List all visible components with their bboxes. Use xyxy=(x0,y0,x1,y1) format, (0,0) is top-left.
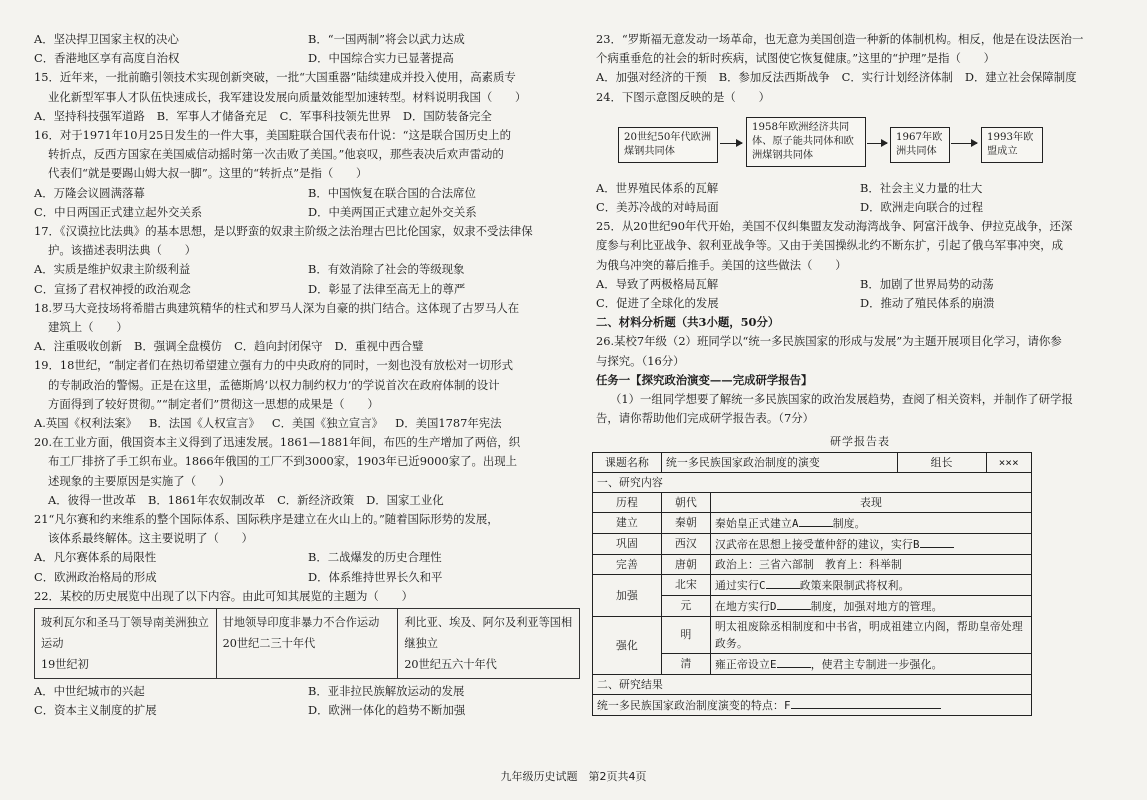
q24-options xyxy=(596,179,1124,198)
q21-option-d[interactable]: D．体系维持世界长久和平 xyxy=(308,569,443,584)
report-table xyxy=(592,452,1032,716)
q20-stem-3: 述现象的主要原因是实施了（ ） xyxy=(48,473,231,488)
q16-stem-1: 16．对于1971年10月25日发生的一件大事，美国駐联合国代表布什说：“这是联合国历史上的 xyxy=(34,128,511,143)
q15-option-d[interactable]: D．国防装备完全 xyxy=(402,108,492,123)
eu-flow-diagram xyxy=(610,113,1124,175)
q19-option-c[interactable]: C．美国《独立宣言》 xyxy=(271,416,384,431)
dynasty-cell: 明 xyxy=(662,616,711,653)
q25-stem-3: 为俄乌冲突的幕后推手。美国的这些做法（ ） xyxy=(596,257,847,272)
q17-option-a[interactable]: A．实质是维护奴隶主阶级利益 xyxy=(34,262,191,277)
q17-stem-2: 护。该描述表明法典（ ） xyxy=(48,243,197,258)
stage-cell: 加强 xyxy=(593,574,662,616)
exhibit-text: 玻利瓦尔和圣马丁领导南美洲独立运动 xyxy=(41,616,209,651)
report-part2: 二、研究结果 xyxy=(593,674,1032,694)
q22-exhibit-table xyxy=(34,608,580,679)
report-part1: 一、研究内容 xyxy=(593,472,1032,492)
flow-box-3: 1967年欧洲共同体 xyxy=(890,127,950,163)
q24-option-b[interactable]: B．社会主义力量的壮大 xyxy=(860,180,983,195)
q23-option-d[interactable]: D．建立社会保障制度 xyxy=(964,70,1077,85)
q16-option-c[interactable]: C．中日两国正式建立起外交关系 xyxy=(34,204,203,219)
q16-options xyxy=(34,184,582,203)
flow-box-2: 1958年欧洲经济共同体、原子能共同体和欧洲煤钢共同体 xyxy=(746,117,866,167)
q18-stem-2: 建筑上（ ） xyxy=(48,320,128,335)
perf-text: 政策来限制武将权利。 xyxy=(799,578,910,592)
q21-options-2 xyxy=(34,568,582,587)
report-leader: ××× xyxy=(986,452,1031,472)
q19-stem-1: 19．18世纪，“制定者们在热切希望建立强有力的中央政府的同时，一刻也没有放松对一切形式 xyxy=(34,358,514,373)
dynasty-cell: 清 xyxy=(662,653,711,674)
result-cell xyxy=(593,694,1032,715)
q19-option-d[interactable]: D．美国1787年宪法 xyxy=(395,416,502,431)
q23-stem-2: 个病重垂危的社会的斩时疾病，试图使它恢复健康。”这里的“护理”是指（ ） xyxy=(596,51,996,66)
q14-options xyxy=(34,30,582,49)
exhibit-cell-3 xyxy=(398,609,580,679)
q14-option-b[interactable]: B．“一国两制”将会以武力达成 xyxy=(308,32,465,46)
q16-option-d[interactable]: D．中美两国正式建立起外交关系 xyxy=(308,204,477,219)
q25-option-b[interactable]: B．加剧了世界局势的动荡 xyxy=(860,276,994,291)
q20-option-b[interactable]: B．1861年农奴制改革 xyxy=(147,492,266,507)
q19-stem-2: 的专制政治的警惕。正是在这里，孟德斯鸠‘以权力制约权力’的学说首次在政府体制的设计 xyxy=(48,377,500,392)
q18-option-b[interactable]: B．强调全盘模仿 xyxy=(133,339,223,354)
q24-option-c[interactable]: C．美苏冷战的对峙局面 xyxy=(596,200,719,215)
q19-option-b[interactable]: B．法国《人权宣言》 xyxy=(148,416,260,431)
q23-stem-1: 23．“罗斯福无意发动一场革命，也无意为美国创造一种新的体制机构。相反，他是在设法医治一 xyxy=(596,32,1084,46)
result-text: 统一多民族国家政治制度演变的特点：F xyxy=(597,698,791,712)
flow-box-4: 1993年欧盟成立 xyxy=(981,127,1043,163)
q14-option-c[interactable]: C．香港地区享有高度自治权 xyxy=(34,51,180,66)
flow-arrow xyxy=(951,143,977,144)
perf-text: 汉武帝在思想上接受董仲舒的建议，实行B xyxy=(715,537,920,551)
q15-stem-2: 业化新型军事人才队伍快速成长，我军建设发展向质量效能型加速转型。材料说明我国（ ） xyxy=(48,89,527,104)
q26-stem-2: 与探究。（16分） xyxy=(596,353,685,368)
task1-desc-2: 告，请你帮助他们完成研学报告表。（7分） xyxy=(596,411,814,426)
q16-stem-2: 转折点，反西方国家在美国威信动摇时第一次击败了美国。”他哀叹，那些表决后欢声雷动的 xyxy=(48,147,504,162)
q22-options-2 xyxy=(34,701,582,720)
perf-text: 秦始皇正式建立A xyxy=(715,516,799,530)
q20-option-c[interactable]: C．新经济政策 xyxy=(277,492,355,507)
q23-option-c[interactable]: C．实行计划经济体制 xyxy=(841,70,953,85)
q22-option-a[interactable]: A．中世纪城市的兴起 xyxy=(34,684,145,699)
q16-option-b[interactable]: B．中国恢复在联合国的合法席位 xyxy=(308,185,476,200)
q21-stem-1: 21“凡尔赛和约来维系的整个国际体系、国际秩序是建立在火山上的。”随着国际形势的发展， xyxy=(34,512,499,527)
q17-option-b[interactable]: B．有效消除了社会的等级现象 xyxy=(308,262,465,277)
q14-options-2 xyxy=(34,49,582,68)
q15-option-c[interactable]: C．军事科技领先世界 xyxy=(279,108,391,123)
q25-options-2 xyxy=(596,294,1124,313)
q14-option-a[interactable]: A．坚决捍卫国家主权的决心 xyxy=(34,32,179,46)
q25-option-d[interactable]: D．推动了殖民体系的崩溃 xyxy=(860,296,995,311)
flow-arrow xyxy=(720,143,742,144)
q18-options xyxy=(34,337,582,356)
q25-option-a[interactable]: A．导致了两极格局瓦解 xyxy=(596,276,719,291)
perf-text: 雍正帝设立E xyxy=(715,657,777,671)
task-heading: 任务一【探究政治演变——完成研学报告】 xyxy=(596,372,813,387)
q20-option-a[interactable]: A．彼得一世改革 xyxy=(48,492,136,507)
q18-stem-1: 18.罗马大竞技场将希腊古典建筑精华的柱式和罗马人深为自豪的拱门结合。这体现了古罗马人在 xyxy=(34,300,520,315)
q20-stem-1: 20.在工业方面，俄国资本主义得到了迅速发展。1861—1881年间，布匹的生产增加了两倍，织 xyxy=(34,435,521,450)
report-topic-label: 课题名称 xyxy=(593,452,662,472)
blank-e[interactable] xyxy=(777,655,811,668)
perf-cell xyxy=(711,512,1032,533)
q16-option-a[interactable]: A．万隆会议圆满落幕 xyxy=(34,185,145,200)
q20-stem-2: 布工厂排挤了手工织布业。1866年俄国的工厂不到3000家，1903年已近9000家了。出现上 xyxy=(48,454,518,469)
q15-stem-1: 15．近年来，一批前瞻引领技术实现创新突破，一批“大国重器”陆续建成并投入使用，高素质专 xyxy=(34,70,516,85)
q21-stem-2: 该体系最终解体。这主要说明了（ ） xyxy=(48,531,254,546)
q20-options xyxy=(34,491,582,510)
q22-options xyxy=(34,682,582,701)
perf-text: 制度，加强对地方的管理。 xyxy=(810,599,943,613)
flow-arrow xyxy=(867,143,887,144)
q17-options xyxy=(34,260,582,279)
q14-option-d[interactable]: D．中国综合实力已显著提高 xyxy=(308,51,454,66)
page-footer: 九年级历史试题 第2页共4页 xyxy=(500,770,647,783)
q23-option-a[interactable]: A．加强对经济的干预 xyxy=(596,70,707,85)
report-header-dynasty: 朝代 xyxy=(662,492,711,512)
q25-stem-2: 度参与利比亚战争、叙利亚战争等。又由于美国操纵北约不断东扩，引起了俄乌军事冲突，成 xyxy=(596,238,1064,253)
q15-option-a[interactable]: A．坚持科技强军道路 xyxy=(34,108,145,123)
blank-c[interactable] xyxy=(766,576,800,589)
q17-options-2 xyxy=(34,280,582,299)
dynasty-cell: 唐朝 xyxy=(662,554,711,574)
task1-desc-1: （1）一组同学想要了解统一多民族国家的政治发展趋势，查阅了相关资料，并制作了研学报 xyxy=(610,392,1073,407)
dynasty-cell: 西汉 xyxy=(662,533,711,554)
blank-b[interactable] xyxy=(920,535,954,548)
left-column xyxy=(34,30,582,721)
q18-option-c[interactable]: C．趋向封闭保守 xyxy=(234,339,323,354)
blank-d[interactable] xyxy=(777,597,811,610)
perf-cell: 政治上：三省六部制 教育上：科举制 xyxy=(711,554,1032,574)
q24-option-a[interactable]: A．世界殖民体系的瓦解 xyxy=(596,180,719,195)
stage-cell: 巩固 xyxy=(593,533,662,554)
q18-option-a[interactable]: A．注重吸收创新 xyxy=(34,339,122,354)
perf-text: 制度。 xyxy=(832,516,866,530)
exhibit-time: 20世纪二三十年代 xyxy=(222,637,316,651)
blank-a[interactable] xyxy=(799,514,833,527)
stage-cell: 建立 xyxy=(593,512,662,533)
q22-stem: 22．某校的历史展览中出现了以下内容。由此可知其展览的主题为（ ） xyxy=(34,588,413,603)
exhibit-cell-1 xyxy=(35,609,217,679)
q20-option-d[interactable]: D．国家工业化 xyxy=(366,492,444,507)
exhibit-time: 19世纪初 xyxy=(41,658,89,672)
perf-cell xyxy=(711,574,1032,595)
exhibit-time: 20世纪五六十年代 xyxy=(404,658,497,672)
blank-f[interactable] xyxy=(791,696,941,709)
q24-options-2 xyxy=(596,198,1124,217)
q17-option-c[interactable]: C．宣扬了君权神授的政治观念 xyxy=(34,281,191,296)
exhibit-cell-2 xyxy=(216,609,398,679)
q16-stem-3: 代表们“就是要踢山姆大叔一脚”。这里的“转折点”是指（ ） xyxy=(48,166,368,181)
dynasty-cell: 秦朝 xyxy=(662,512,711,533)
q16-options-2 xyxy=(34,203,582,222)
section-heading: 二、材料分析题（共3小题，50分） xyxy=(596,315,780,330)
q19-stem-3: 方面得到了较好贯彻。”“制定者们”贯彻这一思想的成果是（ ） xyxy=(48,396,379,411)
q15-options xyxy=(34,107,582,126)
q25-stem-1: 25．从20世纪90年代开始，美国不仅纠集盟友发动海湾战争、阿富汗战争、伊拉克战争，还深 xyxy=(596,219,1073,234)
q21-options xyxy=(34,548,582,567)
perf-text: 在地方实行D xyxy=(715,599,777,613)
q22-option-d[interactable]: D．欧洲一体化的趋势不断加强 xyxy=(308,703,466,718)
report-header-stage: 历程 xyxy=(593,492,662,512)
q25-option-c[interactable]: C．促进了全球化的发展 xyxy=(596,296,719,311)
perf-cell xyxy=(711,595,1032,616)
report-leader-label: 组长 xyxy=(897,452,986,472)
perf-cell: 明太祖废除丞相制度和中书省，明成祖建立内阁，帮助皇帝处理政务。 xyxy=(711,616,1032,653)
stage-cell: 完善 xyxy=(593,554,662,574)
perf-text: ，使君主专制进一步强化。 xyxy=(810,657,943,671)
q15-option-b[interactable]: B．军事人才储备充足 xyxy=(156,108,268,123)
q23-option-b[interactable]: B．参加反法西斯战争 xyxy=(718,70,830,85)
q25-options xyxy=(596,275,1124,294)
report-topic: 统一多民族国家政治制度的演变 xyxy=(662,452,898,472)
q21-option-b[interactable]: B．二战爆发的历史合理性 xyxy=(308,550,442,565)
q17-option-d[interactable]: D．彰显了法律至高无上的尊严 xyxy=(308,281,466,296)
exhibit-text: 甘地领导印度非暴力不合作运动 xyxy=(222,616,380,630)
q24-option-d[interactable]: D．欧洲走向联合的过程 xyxy=(860,200,984,215)
q17-stem-1: 17．《汉谟拉比法典》的基本思想，是以野蛮的奴隶主阶级之法治理古巴比伦国家，奴隶不受法律保 xyxy=(34,224,533,239)
perf-cell xyxy=(711,653,1032,674)
q22-option-b[interactable]: B．亚非拉民族解放运动的发展 xyxy=(308,684,465,699)
report-caption: 研学报告表 xyxy=(830,435,890,449)
q26-stem-1: 26.某校7年级（2）班同学以“统一多民族国家的形成与发展”为主题开展项目化学习，请你参 xyxy=(596,334,1062,349)
q21-option-c[interactable]: C．欧洲政治格局的形成 xyxy=(34,569,157,584)
perf-cell xyxy=(711,533,1032,554)
dynasty-cell: 元 xyxy=(662,595,711,616)
q19-options xyxy=(34,414,582,433)
dynasty-cell: 北宋 xyxy=(662,574,711,595)
stage-cell: 强化 xyxy=(593,616,662,674)
q21-option-a[interactable]: A．凡尔赛体系的局限性 xyxy=(34,550,157,565)
q22-option-c[interactable]: C．资本主义制度的扩展 xyxy=(34,703,157,718)
flow-box-1: 20世纪50年代欧洲煤钢共同体 xyxy=(618,127,718,163)
q19-option-a[interactable]: A.英国《权利法案》 xyxy=(34,416,137,431)
exhibit-text: 利比亚、埃及、阿尔及利亚等国相继独立 xyxy=(404,616,573,651)
q23-options xyxy=(596,68,1124,87)
q24-stem: 24．下图示意图反映的是（ ） xyxy=(596,89,770,104)
right-column xyxy=(596,30,1124,716)
report-header-perf: 表现 xyxy=(711,492,1032,512)
perf-text: 通过实行C xyxy=(715,578,766,592)
q18-option-d[interactable]: D．重视中西合璧 xyxy=(334,339,424,354)
